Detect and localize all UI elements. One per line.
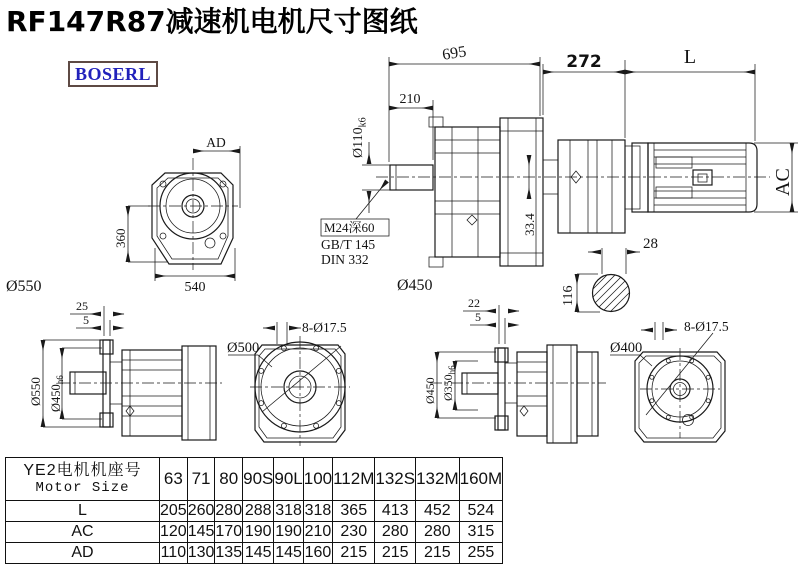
cell: 230 — [333, 522, 375, 543]
dim-ac: AC — [772, 168, 794, 196]
dim-116: 116 — [561, 285, 576, 306]
cell: 145 — [243, 543, 274, 564]
header-cn: YE2电机机座号 — [23, 462, 142, 479]
dim-25: 25 — [76, 299, 88, 313]
dim-dia350-tol: h6 — [447, 365, 457, 375]
dim-shaft-tol: k6 — [357, 117, 369, 128]
cell: 365 — [333, 501, 375, 522]
dim-5b: 5 — [475, 310, 481, 324]
flange-front-view-500 — [227, 320, 350, 446]
dim-334: 33.4 — [522, 213, 537, 236]
note-thread: M24深60 — [324, 220, 375, 235]
cell: 110 — [160, 543, 188, 564]
cell: 215 — [416, 543, 460, 564]
cell: 190 — [274, 522, 303, 543]
flange-side-view-1 — [28, 299, 222, 440]
cell: 260 — [187, 501, 215, 522]
svg-text:Ø350h6 — [441, 365, 457, 401]
cell: 280 — [215, 501, 243, 522]
dim-360: 360 — [113, 228, 128, 248]
col-header: 160M — [459, 458, 503, 501]
col-header: 132S — [375, 458, 416, 501]
dim-210: 210 — [399, 92, 421, 107]
cell: 120 — [160, 522, 188, 543]
cell: 145 — [187, 522, 215, 543]
dim-L: L — [683, 46, 697, 68]
col-header: 80 — [215, 458, 243, 501]
page-title: RF147R87减速机电机尺寸图纸 — [6, 5, 418, 38]
dim-28: 28 — [643, 236, 658, 252]
dim-holes-500: 8-Ø17.5 — [302, 320, 347, 335]
dim-dia450: Ø450 — [49, 384, 63, 412]
col-header: 112M — [333, 458, 375, 501]
cell: 215 — [333, 543, 375, 564]
dim-holes-400: 8-Ø17.5 — [684, 319, 729, 334]
col-header: 90S — [243, 458, 274, 501]
front-view — [6, 135, 240, 295]
row-label-AC: AC — [6, 522, 160, 543]
cell: 160 — [303, 543, 332, 564]
cell: 145 — [274, 543, 303, 564]
col-header: 71 — [187, 458, 215, 501]
col-header: 63 — [160, 458, 188, 501]
cell: 280 — [416, 522, 460, 543]
header-en: Motor Size — [35, 480, 130, 496]
cell: 524 — [459, 501, 503, 522]
cell: 280 — [375, 522, 416, 543]
row-label-AD: AD — [6, 543, 160, 564]
cell: 215 — [375, 543, 416, 564]
col-header: 132M — [416, 458, 460, 501]
dim-dia450-2: Ø450 — [423, 377, 437, 404]
flange-side-view-2 — [423, 296, 606, 443]
cell: 315 — [459, 522, 503, 543]
brand-logo: BOSERL — [68, 61, 158, 87]
cell: 190 — [243, 522, 274, 543]
cell: 318 — [303, 501, 332, 522]
label-dia450: Ø450 — [397, 277, 433, 294]
label-dia550: Ø550 — [6, 278, 42, 295]
row-label-L: L — [6, 501, 160, 522]
cell: 205 — [160, 501, 188, 522]
cell: 170 — [215, 522, 243, 543]
dim-695: 695 — [441, 43, 468, 64]
cell: 255 — [459, 543, 503, 564]
dim-5a: 5 — [83, 313, 89, 327]
cell: 130 — [187, 543, 215, 564]
dim-dia350: Ø350 — [441, 374, 455, 401]
dim-shaft-dia: Ø110 — [351, 127, 366, 158]
dim-272: 272 — [566, 52, 602, 72]
note-gbt: GB/T 145 — [321, 237, 376, 252]
dim-ad: AD — [206, 135, 226, 150]
cell: 288 — [243, 501, 274, 522]
dim-dia550: Ø550 — [28, 377, 43, 406]
label-dia400: Ø400 — [610, 340, 643, 356]
dim-22: 22 — [468, 296, 480, 310]
cell: 210 — [303, 522, 332, 543]
table-header-cell — [6, 458, 160, 501]
cell: 413 — [375, 501, 416, 522]
shaft-key-section — [561, 236, 668, 316]
label-dia500: Ø500 — [227, 340, 260, 356]
svg-text:Ø450h6 — [49, 375, 65, 412]
col-header: 100 — [303, 458, 332, 501]
col-header: 90L — [274, 458, 303, 501]
motor-size-table — [5, 457, 503, 564]
main-assembly-view — [321, 43, 798, 294]
flange-front-view-400 — [610, 319, 729, 442]
dim-540: 540 — [184, 280, 206, 295]
cell: 135 — [215, 543, 243, 564]
note-din: DIN 332 — [321, 252, 369, 267]
svg-text:Ø110k6 — [351, 117, 369, 158]
cell: 452 — [416, 501, 460, 522]
cell: 318 — [274, 501, 303, 522]
dim-dia450-tol: h6 — [55, 375, 65, 385]
